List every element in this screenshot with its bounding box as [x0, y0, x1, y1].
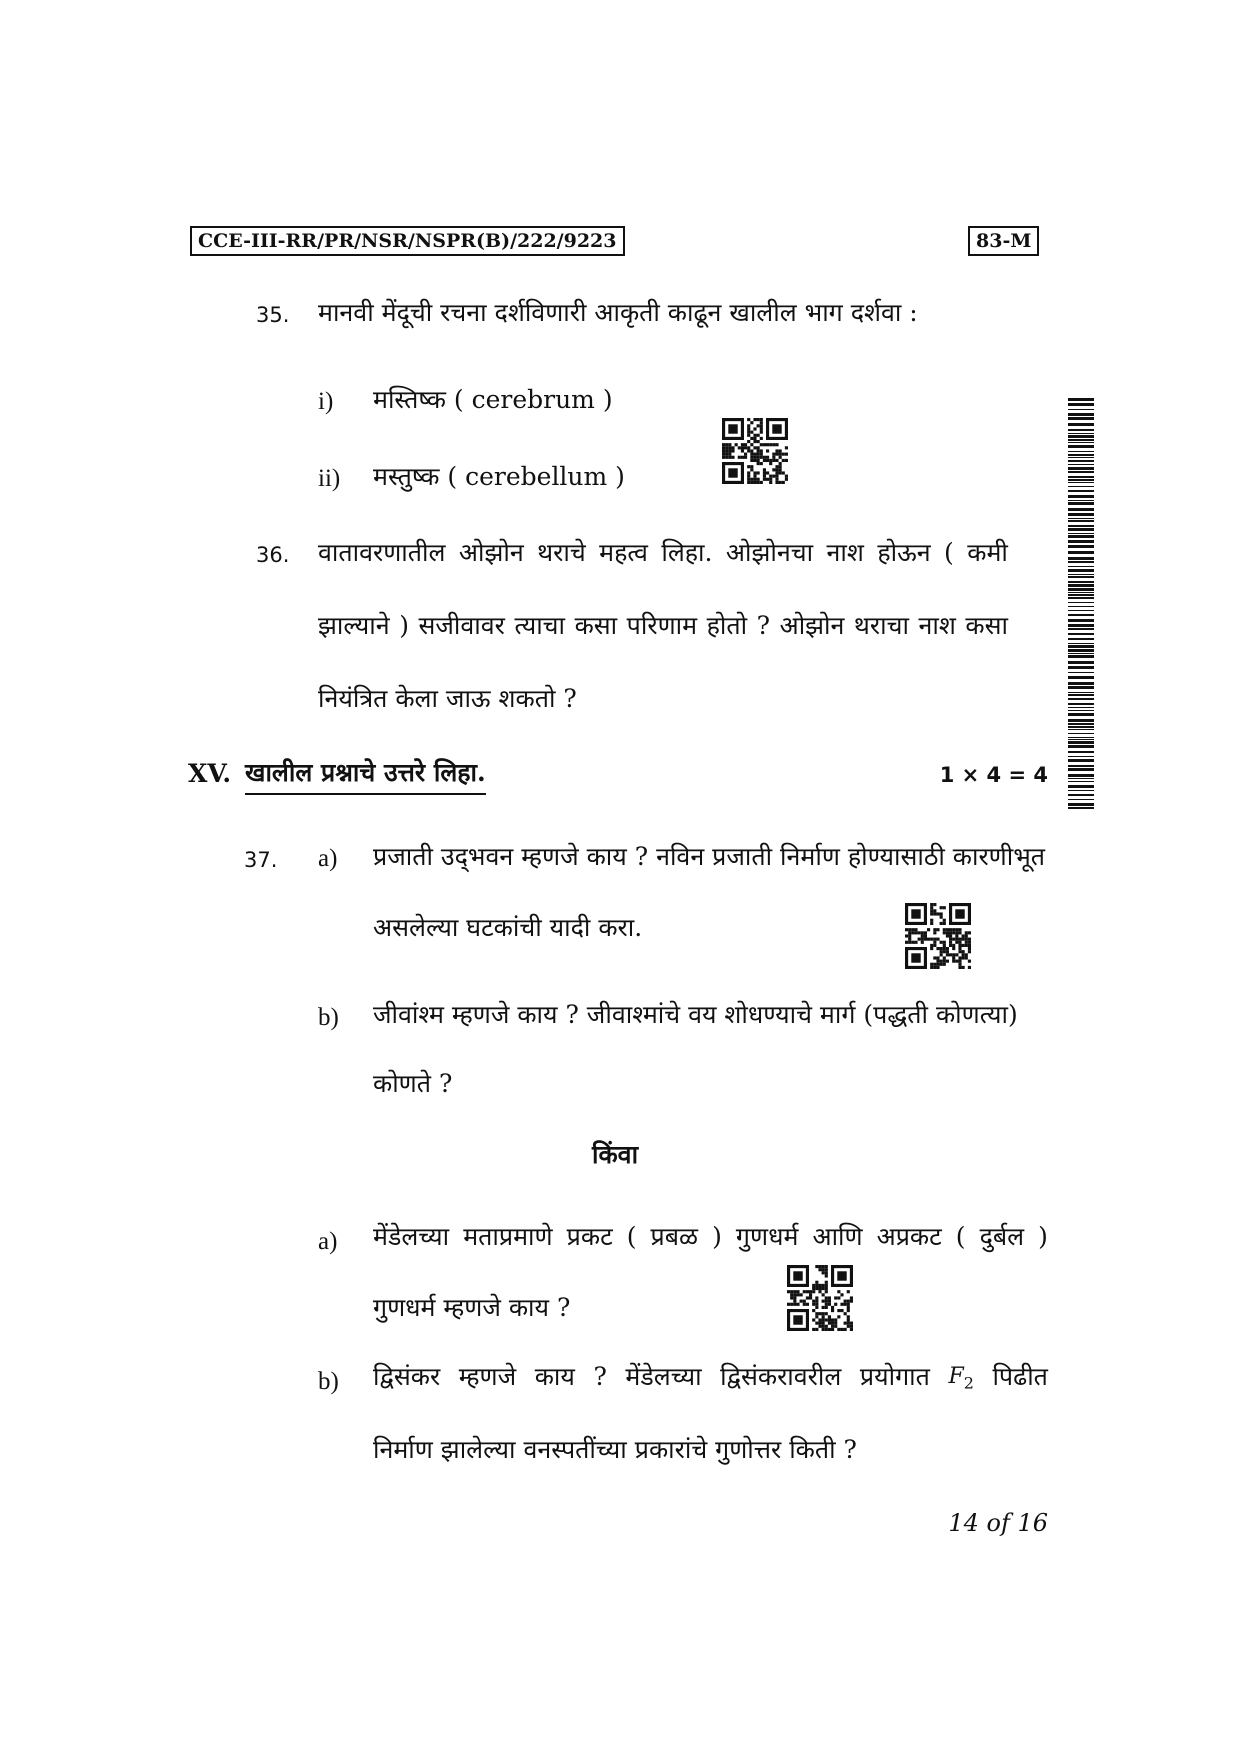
word: काय: [534, 1362, 575, 1391]
q37-a-label: a): [318, 845, 338, 872]
word: होऊन: [877, 538, 931, 567]
word: म्हणजे: [458, 1362, 517, 1391]
word: होतो: [706, 611, 748, 640]
word: पिढीत: [992, 1362, 1048, 1391]
word: कसा: [965, 611, 1008, 640]
q37-b2-line-2: निर्माण झालेल्या वनस्पतींच्या प्रकारांचे गुणोत्तर किती ?: [373, 1435, 857, 1464]
paper-number: 83-M: [968, 226, 1039, 256]
word: मेंडेलच्या: [625, 1362, 702, 1391]
word: ?: [593, 1362, 607, 1391]
q37-a-line-2: असलेल्या घटकांची यादी करा.: [373, 913, 643, 942]
word: प्रकट: [566, 1222, 613, 1251]
q36-number: 36.: [256, 543, 290, 567]
q37-a-line-1: प्रजाती उद्‌भवन म्हणजे काय ? नविन प्रजाती निर्माण होण्यासाठी कारणीभूत: [373, 842, 1046, 871]
q37-b-line-2: कोणते ?: [373, 1069, 453, 1098]
q35-text: मानवी मेंदूची रचना दर्शविणारी आकृती काढून खालील भाग दर्शवा :: [318, 298, 918, 327]
word: मताप्रमाणे: [463, 1222, 553, 1251]
math-subscript: 2: [963, 1373, 974, 1393]
word: कसा: [574, 611, 618, 640]
word: ओझोन: [779, 611, 845, 640]
section-marks: 1 × 4 = 4: [939, 763, 1048, 787]
q37-b2-label: b): [318, 1368, 339, 1395]
word: द्विसंकर: [373, 1362, 441, 1391]
q37-a2-line-1: [373, 1222, 1048, 1252]
word: गुणधर्म: [735, 1222, 799, 1251]
q35-part-label: ii): [318, 465, 341, 492]
word: द्विसंकरावरील: [720, 1362, 842, 1391]
word: ): [399, 611, 409, 640]
word: नाश: [918, 611, 956, 640]
word: सजीवावर: [418, 611, 505, 640]
q37-a2-label: a): [318, 1228, 338, 1255]
q35-part-label: i): [318, 388, 334, 415]
word: (: [626, 1222, 637, 1251]
word: (: [944, 538, 954, 567]
word: त्याचा: [514, 611, 566, 640]
paper-code: CCE-III-RR/PR/NSR/NSPR(B)/222/9223: [190, 226, 625, 256]
word: ओझोन: [458, 538, 524, 567]
word: ): [712, 1222, 722, 1251]
q37-a2-line-2: गुणधर्म म्हणजे काय ?: [373, 1293, 571, 1322]
word: अप्रकट: [876, 1222, 942, 1251]
q36-line-2: [318, 611, 1008, 641]
q37-number: 37.: [244, 848, 278, 872]
q37-b2-line-1: [373, 1362, 1048, 1398]
word: थराचा: [853, 611, 909, 640]
section-label: XV.: [188, 759, 232, 788]
word: लिहा.: [661, 538, 713, 567]
word: महत्व: [599, 538, 648, 567]
word: (: [955, 1222, 966, 1251]
q35-part-text: मस्तुष्क ( cerebellum ): [373, 462, 625, 491]
word: प्रबळ: [650, 1222, 699, 1251]
q35-number: 35.: [256, 303, 290, 327]
qr-code-icon: [785, 1265, 855, 1331]
barcode-icon: [1068, 398, 1094, 810]
word: मेंडेलच्या: [373, 1222, 450, 1251]
section-title: खालील प्रश्नाचे उत्तरे लिहा.: [245, 758, 486, 795]
math-f: F: [948, 1364, 964, 1389]
word: कमी: [967, 538, 1008, 567]
word: परिणाम: [626, 611, 698, 640]
q37-b-label: b): [318, 1004, 339, 1031]
word: दुर्बल: [979, 1222, 1025, 1251]
qr-code-icon: [720, 418, 790, 484]
word: ?: [756, 611, 771, 640]
q35-part-text: मस्तिष्क ( cerebrum ): [373, 385, 613, 414]
word: वातावरणातील: [318, 538, 446, 567]
word: ): [1038, 1222, 1048, 1251]
q36-line-3: नियंत्रित केला जाऊ शकतो ?: [318, 684, 577, 713]
word: नाश: [826, 538, 864, 567]
q37-b-line-1: जीवांश्म म्हणजे काय ? जीवाश्मांचे वय शोधण्याचे मार्ग (पद्धती कोणत्या): [373, 1000, 1018, 1029]
math-f2: [948, 1362, 973, 1398]
word: आणि: [812, 1222, 863, 1251]
word: प्रयोगात: [859, 1362, 930, 1391]
word: ओझोनचा: [725, 538, 814, 567]
qr-code-icon: [903, 903, 973, 969]
word: झाल्याने: [318, 611, 390, 640]
or-separator: किंवा: [592, 1140, 639, 1169]
page-number: 14 of 16: [948, 1509, 1048, 1537]
word: थराचे: [537, 538, 586, 567]
q36-line-1: [318, 538, 1008, 568]
